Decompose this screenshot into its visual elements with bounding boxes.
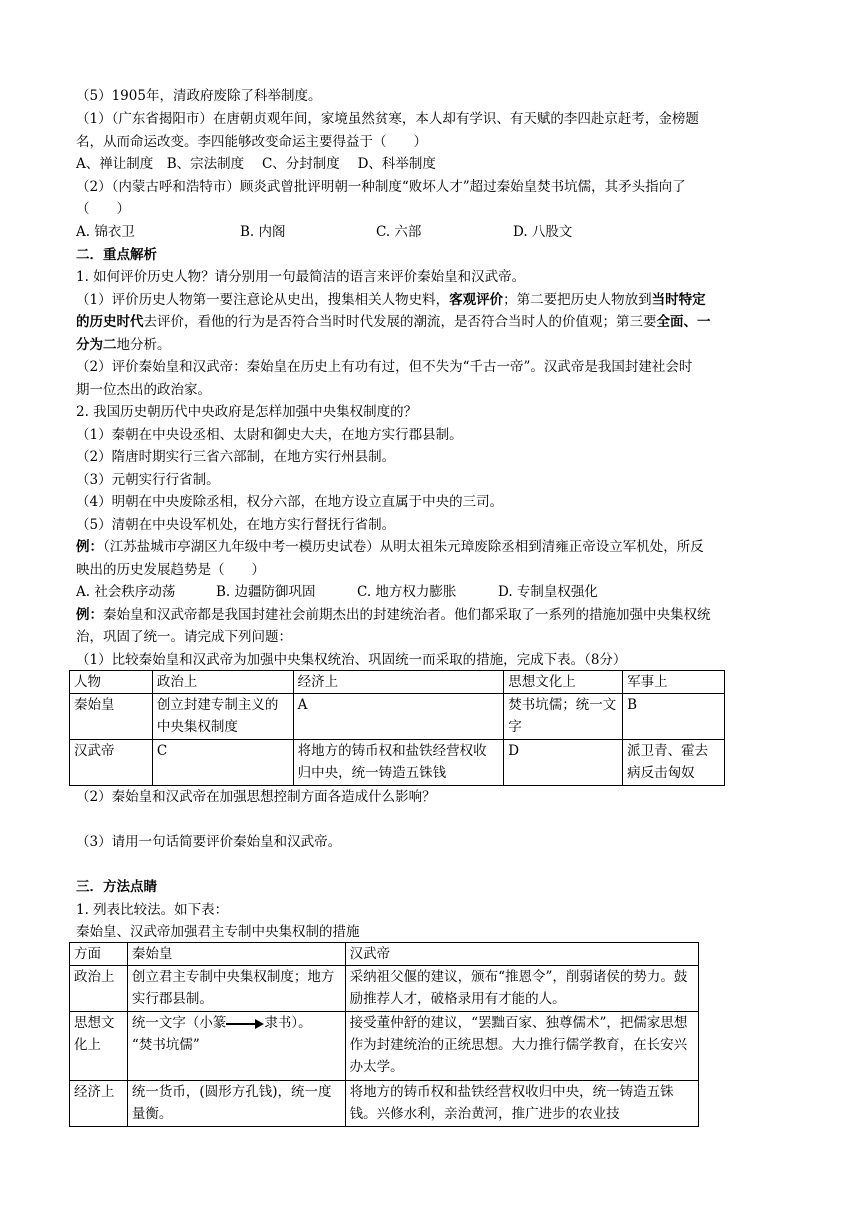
table-cell: 采纳祖父偃的建议，颁布“推恩令”，削弱诸侯的势力。鼓励推荐人才，破格录用有才能的人。 <box>345 966 698 1012</box>
table-cell: 焚书坑儒；统一文字 <box>504 694 623 740</box>
table-header-cell: 方面 <box>70 943 128 966</box>
table-cell: 秦始皇 <box>70 694 153 740</box>
option-c: C. 六部 <box>376 224 422 240</box>
right-arrow-icon <box>226 1019 264 1029</box>
bold-text: 客观评价 <box>449 292 504 308</box>
table-cell: 将地方的铸币权和盐铁经营权收归中央，统一铸造五铢钱 <box>293 740 504 786</box>
text-line: （2）隋唐时期实行三省六部制，在地方实行州县制。 <box>76 449 396 465</box>
table-cell: 派卫青、霍去病反击匈奴 <box>623 740 725 786</box>
table-cell: 经济上 <box>70 1081 128 1127</box>
table-cell: 思想文化上 <box>70 1012 128 1081</box>
text-span: 隶书）。 <box>264 1015 312 1031</box>
table-cell: A <box>293 694 504 740</box>
text-line: （2）评价秦始皇和汉武帝：秦始皇在历史上有功有过，但不失为“千古一帝”。汉武帝是我国封建社会时 <box>76 359 693 375</box>
text-line: （1）秦朝在中央设丞相、太尉和御史大夫，在地方实行郡县制。 <box>76 427 463 443</box>
text-span: 统一文字（小篆 <box>131 1015 227 1031</box>
option-b: B. 边疆防御巩固 <box>216 584 316 600</box>
bold-text: 全面、一 <box>656 314 711 330</box>
bold-text: 分为二 <box>76 337 117 353</box>
text-line: 期一位杰出的政治家。 <box>76 382 211 398</box>
question-line: （3）请用一句话简要评价秦始皇和汉武帝。 <box>76 834 342 850</box>
table-row <box>70 1012 699 1081</box>
question-line: （ ） <box>76 201 130 217</box>
option-a: A. 社会秩序动荡 <box>76 584 176 600</box>
text-line <box>76 311 711 334</box>
table-header-cell: 经济上 <box>293 671 504 694</box>
text-span: “焚书坑儒” <box>131 1037 200 1053</box>
option-d: D. 专制皇权强化 <box>498 584 598 600</box>
question-line: （1）比较秦始皇和汉武帝为加强中央集权统治、巩固统一而采取的措施，完成下表。（8分） <box>76 652 627 668</box>
question-line: 1. 如何评价历史人物？请分别用一句最简洁的语言来评价秦始皇和汉武帝。 <box>76 269 526 285</box>
section-heading: 二．重点解析 <box>76 247 157 263</box>
example-label: 例： <box>76 607 103 623</box>
example-label: 例： <box>76 539 103 555</box>
table-cell <box>127 1012 345 1081</box>
option-d: D. 八股文 <box>513 224 573 240</box>
question-line: （2）（内蒙古呼和浩特市）顾炎武曾批评明朝一种制度“败坏人才”超过秦始皇焚书坑儒，其矛头指向了 <box>76 179 686 195</box>
text-line: （3）元朝实行行省制。 <box>76 472 220 488</box>
table-header-cell: 人物 <box>70 671 153 694</box>
table-cell: 创立封建专制主义的中央集权制度 <box>152 694 293 740</box>
text-span: 去评价，看他的行为是否符合当时时代发展的潮流，是否符合当时人的价值观；第三要 <box>143 314 657 330</box>
table-row <box>70 694 725 740</box>
table-header-cell: 秦始皇 <box>127 943 345 966</box>
option-c: C. 地方权力膨胀 <box>357 584 457 600</box>
text-line: （5）清朝在中央设军机处，在地方实行督抚行省制。 <box>76 517 396 533</box>
text-line: （5）1905年，清政府废除了科举制度。 <box>76 88 322 104</box>
text-span: （1）评价历史人物第一要注意论从史出，搜集相关人物史料， <box>76 292 450 308</box>
question-line: （1）（广东省揭阳市）在唐朝贞观年间，家境虽然贫寒，本人却有学识、有天赋的李四赴京赶考，金榜题 <box>76 111 699 127</box>
table-row <box>70 740 725 786</box>
text-span: （江苏盐城市亭湖区九年级中考一模历史试卷）从明太祖朱元璋废除丞相到清雍正帝设立军机处，所反 <box>103 539 704 555</box>
section-heading: 三．方法点睛 <box>76 879 157 895</box>
table-cell: 创立君主专制中央集权制度；地方实行郡县制。 <box>127 966 345 1012</box>
example-line <box>76 604 711 627</box>
table-header-cell: 汉武帝 <box>345 943 698 966</box>
table-header-row <box>70 943 699 966</box>
question-line: 2. 我国历史朝历代中央政府是怎样加强中央集权制度的？ <box>76 404 418 420</box>
example-line: 映出的历史发展趋势是（ ） <box>76 562 265 578</box>
table-cell: 接受董仲舒的建议，“罢黜百家、独尊儒术”，把儒家思想作为封建统治的正统思想。大力推行儒学教育，在长安兴办太学。 <box>345 1012 698 1081</box>
comparison-table <box>69 670 725 786</box>
option-a: A. 锦衣卫 <box>76 224 135 240</box>
text-span: 秦始皇和汉武帝都是我国封建社会前期杰出的封建统治者。他们都采取了一系列的措施加强中央集权统 <box>103 607 711 623</box>
table-header-row <box>70 671 725 694</box>
table-cell: 统一货币，(圆形方孔钱)，统一度量衡。 <box>127 1081 345 1127</box>
table-row <box>70 966 699 1012</box>
bold-text: 当时特定 <box>651 292 706 308</box>
table-cell: C <box>152 740 293 786</box>
text-line: 1. 列表比较法。如下表： <box>76 902 229 918</box>
text-span: 地分析。 <box>116 337 171 353</box>
table-cell: D <box>504 740 623 786</box>
example-line <box>76 536 704 559</box>
text-line: （4）明朝在中央废除丞相，权分六部，在地方设立直属于中央的三司。 <box>76 494 504 510</box>
option-b: B. 内阁 <box>240 224 286 240</box>
table-cell: 政治上 <box>70 966 128 1012</box>
answer-options: A、禅让制度 B、宗法制度 C、分封制度 D、科举制度 <box>76 156 436 172</box>
table-cell: 汉武帝 <box>70 740 153 786</box>
text-line <box>76 334 171 357</box>
table-cell: 将地方的铸币权和盐铁经营权收归中央，统一铸造五铢钱。兴修水利，亲治黄河，推广进步的农业技 <box>345 1081 698 1127</box>
table-header-cell: 军事上 <box>623 671 725 694</box>
table-header-cell: 思想文化上 <box>504 671 623 694</box>
measures-table <box>69 942 699 1127</box>
table-row <box>70 1081 699 1127</box>
question-line: 名，从而命运改变。李四能够改变命运主要得益于（ ） <box>76 134 427 150</box>
table-cell: B <box>623 694 725 740</box>
question-line: （2）秦始皇和汉武帝在加强思想控制方面各造成什么影响？ <box>76 789 436 805</box>
text-line <box>76 289 706 312</box>
table-caption: 秦始皇、汉武帝加强君主专制中央集权制的措施 <box>76 924 360 940</box>
text-span: ；第二要把历史人物放到 <box>503 292 652 308</box>
bold-text: 的历史时代 <box>76 314 144 330</box>
table-header-cell: 政治上 <box>152 671 293 694</box>
example-line: 治，巩固了统一。请完成下列问题： <box>76 629 292 645</box>
